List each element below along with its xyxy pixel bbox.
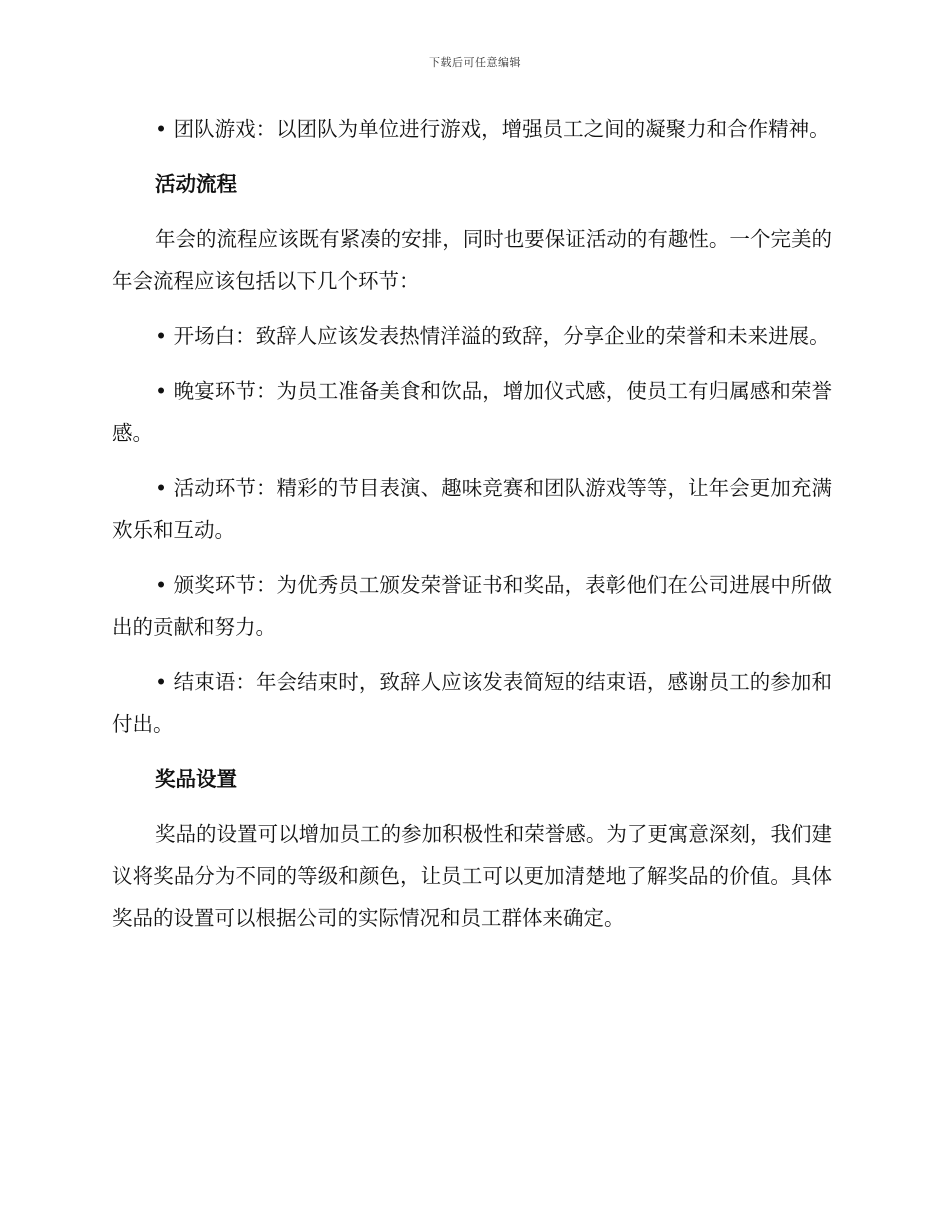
section-heading-prize-setup: 奖品设置 [155,767,237,791]
bullet-awards: • 颁奖环节：为优秀员工颁发荣誉证书和奖品，表彰他们在公司进展中所做出的贡献和努力。 [112,573,832,639]
paragraph-prize-setup: 奖品的设置可以增加员工的参加积极性和荣誉感。为了更寓意深刻，我们建议将奖品分为不同的等级和颜色，让员工可以更加清楚地了解奖品的价值。具体奖品的设置可以根据公司的实际情况和员工群体来确定。 [112,822,832,930]
bullet-closing-remarks: • 结束语：年会结束时，致辞人应该发表简短的结束语，感谢员工的参加和付出。 [112,670,832,736]
document-body [112,108,832,939]
section-heading-activity-flow: 活动流程 [155,172,237,196]
paragraph-flow-intro: 年会的流程应该既有紧凑的安排，同时也要保证活动的有趣性。一个完美的年会流程应该包括以下几个环节： [112,227,832,293]
bullet-activities: • 活动环节：精彩的节目表演、趣味竞赛和团队游戏等等，让年会更加充满欢乐和互动。 [112,476,832,542]
bullet-banquet: • 晚宴环节：为员工准备美食和饮品，增加仪式感，使员工有归属感和荣誉感。 [112,379,832,445]
bullet-team-games: • 团队游戏：以团队为单位进行游戏，增强员工之间的凝聚力和合作精神。 [155,117,830,141]
page-header: 下载后可任意编辑 [429,56,521,69]
bullet-opening-speech: • 开场白：致辞人应该发表热情洋溢的致辞，分享企业的荣誉和未来进展。 [155,324,830,348]
